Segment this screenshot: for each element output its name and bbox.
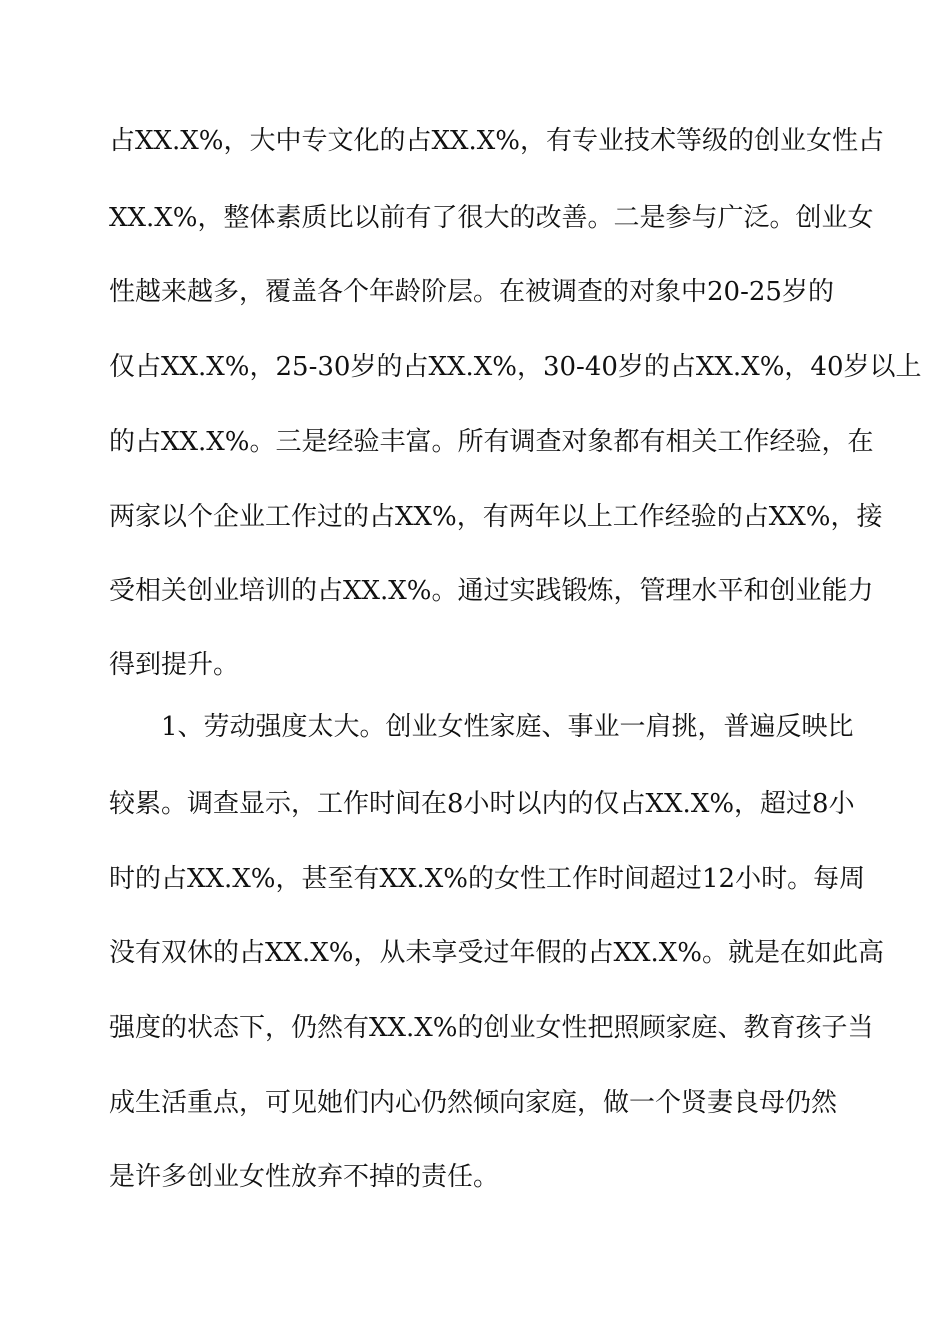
- text-line: 得到提升。: [109, 650, 240, 680]
- text-line: 是许多创业女性放弃不掉的责任。: [109, 1162, 500, 1192]
- text-line: 较累。调查显示，工作时间在8小时以内的仅占XX.X%，超过8小: [109, 789, 855, 819]
- text-line: 仅占XX.X%，25-30岁的占XX.X%，30-40岁的占XX.X%，40岁以上: [109, 352, 922, 382]
- text-line: 强度的状态下，仍然有XX.X%的创业女性把照顾家庭、教育孩子当: [109, 1013, 874, 1043]
- text-line: 的占XX.X%。三是经验丰富。所有调查对象都有相关工作经验，在: [109, 427, 874, 457]
- text-line: XX.X%，整体素质比以前有了很大的改善。二是参与广泛。创业女: [109, 203, 874, 233]
- text-line: 性越来越多，覆盖各个年龄阶层。在被调查的对象中20-25岁的: [109, 277, 834, 307]
- text-line: 没有双休的占XX.X%，从未享受过年假的占XX.X%。就是在如此高: [109, 938, 884, 968]
- text-line: 1、劳动强度太大。创业女性家庭、事业一肩挑，普遍反映比: [161, 712, 854, 742]
- text-line: 成生活重点，可见她们内心仍然倾向家庭，做一个贤妻良母仍然: [109, 1088, 838, 1118]
- text-line: 时的占XX.X%，甚至有XX.X%的女性工作时间超过12小时。每周: [109, 864, 866, 894]
- text-line: 受相关创业培训的占XX.X%。通过实践锻炼，管理水平和创业能力: [109, 576, 874, 606]
- text-line: 占XX.X%，大中专文化的占XX.X%，有专业技术等级的创业女性占: [109, 126, 884, 156]
- text-line: 两家以个企业工作过的占XX%，有两年以上工作经验的占XX%，接: [109, 502, 883, 532]
